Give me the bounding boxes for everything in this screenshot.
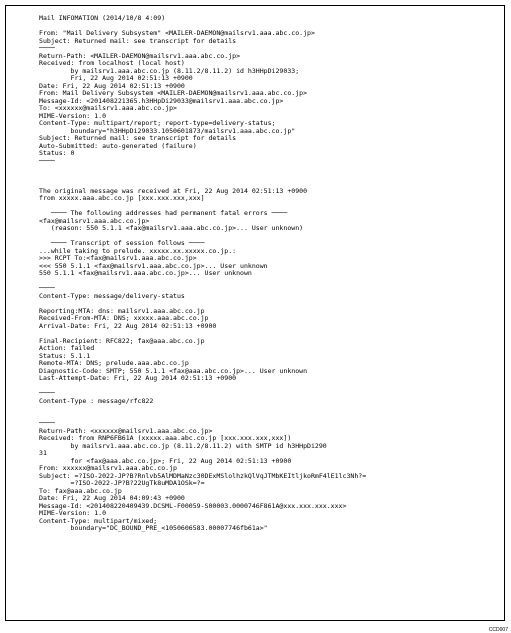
document-line: boundary="DC_BOUND_PRE_<1050606583.00007746fb61a>" [39,524,268,532]
document-line: ──── [39,284,55,292]
document-line: Diagnostic-Code: SMTP; 550 5.1.1 <fax@aaa.abc.co.jp>... User unknown [39,366,308,375]
document-line: Arrival-Date: Fri, 22 Aug 2014 02:51:13 +0900 [39,321,217,330]
document-line: Fri, 22 Aug 2014 02:51:13 +0900 [39,74,193,82]
document-line [39,413,496,421]
document-frame [5,5,505,621]
document-line [39,165,496,173]
document-line: Action: failed [39,344,95,352]
document-line [39,383,496,391]
document-line: Message-Id: <201408221365.h3HHpDi29033@mailsrv1.aaa.abc.co.jp> [39,96,284,105]
document-line: From: Mail Delivery Subsystem <MAILER-DAEMON@mailsrv1.aaa.abc.co.jp> [39,89,308,97]
document-line: To: <xxxxxx@mailsrv1.aaa.abc.co.jp> [39,104,177,112]
document-line: Mail INFOMATION (2014/10/8 4:09) [39,14,166,22]
document-line: Date: Fri, 22 Aug 2014 04:09:43 +0900 [39,494,185,502]
document-line: ──── [39,389,55,397]
figure-code: CCD007 [488,627,508,633]
document-line: Final-Recipient: RFC822; fax@aaa.abc.co.jp [39,336,205,345]
document-line: <fax@mailsrv1.aaa.abc.co.jp> [39,216,150,225]
document-line: ──── Transcript of session follows ──── [39,239,205,247]
document-line: <<< 550 5.1.1 <fax@mailsrv1.aaa.abc.co.jp>... User unknown [39,261,268,270]
document-line: The original message was received at Fri, 22 Aug 2014 02:51:13 +0900 [39,186,308,195]
document-line: Last-Attempt-Date: Fri, 22 Aug 2014 02:51:13 +0900 [39,374,237,382]
document-line: MIME-Version: 1.0 [39,509,107,517]
document-line: Remote-MTA: DNS; prelude.aaa.abc.co.jp [39,359,189,367]
document-line: To: fax@aaa.abc.co.jp [39,486,122,495]
document-line: from xxxxx.aaa.abc.co.jp [xxx.xxx.xxx,xxx] [39,194,205,202]
document-line: ──── The following addresses had permanent fatal errors ──── [39,209,288,217]
document-line: Content-Type : message/rfc822 [39,396,154,405]
document-line: Content-Type: message/delivery-status [39,291,185,300]
document-line: From: xxxxxx@mailsrv1.aaa.abc.co.jp [39,464,177,472]
document-line: Status: 5.1.1 [39,351,91,360]
document-line [39,278,496,286]
document-line: Received-From-MTA: DNS; xxxxx.aaa.abc.co.jp [39,314,209,322]
document-line: Date: Fri, 22 Aug 2014 02:51:13 +0900 [39,81,185,90]
document-line: Content-Type: multipart/report; report-type=delivery-status; [39,119,276,127]
document-line [39,173,496,181]
document-line: Subject: =?ISO-2022-JP?B?Rnlvb5AlMDMaNzc30DExMSlolhzkQlVqJTMbKEItljkoRmF4lE1lc3Nh?= [39,471,367,480]
document-line: ...while taking to prelude. xxxxx.xx.xxxxx.co.jp.: [39,246,237,255]
document-line: Reporting:MTA: dns: mailsrv1.aaa.abc.co.jp [39,306,205,315]
document-line: Received: from localhost (local host) [39,59,185,67]
document-line: Content-Type: multipart/mixed; [39,516,158,525]
document-line: for <fax@aaa.abc.co.jp>; Fri, 22 Aug 2014 02:51:13 +0900 [39,456,292,465]
document-line: ──── [39,156,55,165]
document-line: Return-Path: <MAILER-DAEMON@mailsrv1.aaa.abc.co.jp> [39,51,241,60]
document-line: (reason: 550 5.1.1 <fax@mailsrv1.aaa.abc.co.jp>... User unknown) [39,224,304,232]
document-line: Subject: Returned mail: see transcript for details [39,134,237,142]
document-line: ──── [39,419,55,427]
document-line: Message-Id: <201408220409439.DCSML-F00059-S00003.0000746F861A@xxx.xxx.xxx.xxx> [39,501,347,510]
document-line: 550 5.1.1 <fax@mailsrv1.aaa.abc.co.jp>... User unknown [39,269,252,277]
document-line: Auto-Submitted: auto-generated (failure) [39,141,197,150]
document-line: by mailsrv1.aaa.abc.co.jp (8.11.2/8.11.2) with SMTP id h3HHpDi290 [39,441,327,450]
document-line: by mailsrv1.aaa.abc.co.jp (8.11.2/8.11.2) id h3HHpDi29033; [39,66,300,75]
document-line: boundary="h3HHpDi29033.1050601873/mailsrv1.aaa.abc.co.jp" [39,126,296,135]
document-line: Status: 0 [39,149,75,157]
document-line: Received: from RNP6FB61A (xxxxx.aaa.abc.co.jp [xxx.xxx.xxx,xxx]) [39,434,292,442]
document-line: ──── [39,44,55,52]
document-line [39,405,496,413]
document-line: From: "Mail Delivery Subsystem" <MAILER-DAEMON@mailsrv1.aaa.abc.co.jp> [39,29,315,37]
document-line: >>> RCPT To:<fax@mailsrv1.aaa.abc.co.jp> [39,254,197,262]
document-line: Return-Path: <xxxxxx@mailsrv1.aaa.abc.co.jp> [39,426,213,435]
document-line: 31 [39,449,47,457]
mail-information-text [39,15,496,533]
document-line: Subject: Returned mail: see transcript for details [39,36,237,45]
document-line: MIME-Version: 1.0 [39,111,107,120]
document-line: =?ISO-2022-JP?B?22UgTk8uMDA1OSk=?= [39,479,205,487]
